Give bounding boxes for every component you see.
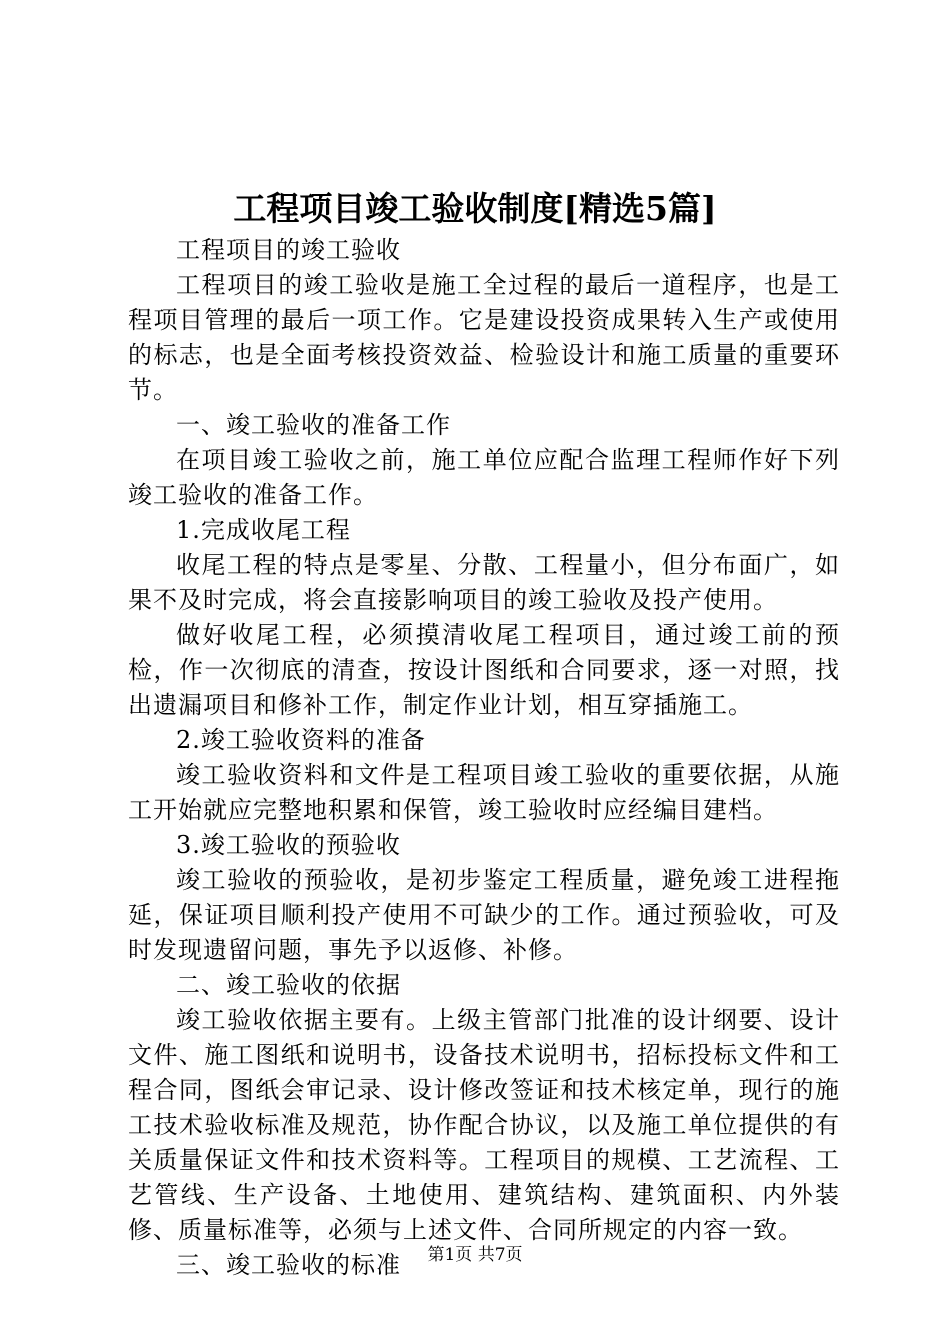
body-paragraph: 竣工验收资料和文件是工程项目竣工验收的重要依据，从施工开始就应完整地积累和保管，竣工验收时应经编目建档。 <box>128 761 840 824</box>
page-footer: 第1页 共7页 <box>427 1245 523 1265</box>
section-heading: 工程项目的竣工验收 <box>176 236 401 264</box>
body-paragraph: 竣工验收的预验收，是初步鉴定工程质量，避免竣工进程拖延，保证项目顺利投产使用不可缺少的工作。通过预验收，可及时发现遗留问题，事先予以返修、补修。 <box>128 866 840 964</box>
subsection-heading: 1.完成收尾工程 <box>176 516 351 544</box>
document-body <box>128 233 840 1283</box>
body-paragraph: 竣工验收依据主要有。上级主管部门批准的设计纲要、设计文件、施工图纸和说明书，设备技术说明书，招标投标文件和工程合同，图纸会审记录、设计修改签证和技术核定单，现行的施工技术验收标准及规范，协作配合协议，以及施工单位提供的有关质量保证文件和技术资料等。工程项目的规模、工艺流程、工艺管线、生产设备、土地使用、建筑结构、建筑面积、内外装修、质量标准等，必须与上述文件、合同所规定的内容一致。 <box>128 1006 840 1244</box>
body-paragraph: 在项目竣工验收之前，施工单位应配合监理工程师作好下列竣工验收的准备工作。 <box>128 446 840 509</box>
document-title: 工程项目竣工验收制度[精选5篇] <box>233 189 717 228</box>
section-heading: 一、竣工验收的准备工作 <box>176 411 451 439</box>
body-paragraph: 工程项目的竣工验收是施工全过程的最后一道程序，也是工程项目管理的最后一项工作。它是建设投资成果转入生产或使用的标志，也是全面考核投资效益、检验设计和施工质量的重要环节。 <box>128 271 840 404</box>
subsection-heading: 2.竣工验收资料的准备 <box>176 726 426 754</box>
section-heading: 三、竣工验收的标准 <box>176 1251 401 1279</box>
section-heading: 二、竣工验收的依据 <box>176 971 401 999</box>
body-paragraph: 做好收尾工程，必须摸清收尾工程项目，通过竣工前的预检，作一次彻底的清查，按设计图纸和合同要求，逐一对照，找出遗漏项目和修补工作，制定作业计划，相互穿插施工。 <box>128 621 840 719</box>
subsection-heading: 3.竣工验收的预验收 <box>176 831 401 859</box>
body-paragraph: 收尾工程的特点是零星、分散、工程量小，但分布面广，如果不及时完成，将会直接影响项目的竣工验收及投产使用。 <box>128 551 840 614</box>
